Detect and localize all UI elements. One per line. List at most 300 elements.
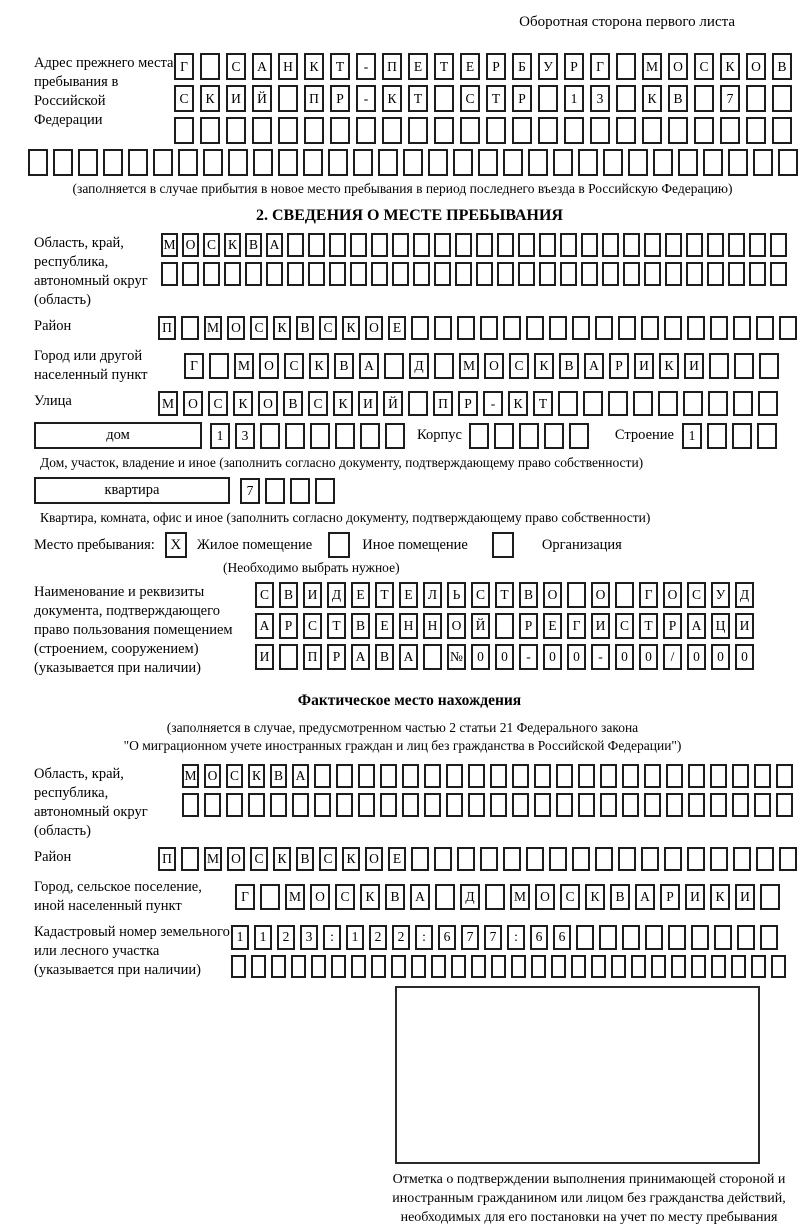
char-cell [460,117,480,144]
char-cell: С [255,582,274,608]
char-cell [292,793,309,817]
doc-label: Наименование и реквизиты документа, подтверждающего право пользования помещением (строением, сооружением) (указывается при наличии) [34,584,233,676]
char-cell [226,117,246,144]
char-cell [683,391,703,416]
char-cell: А [351,644,370,670]
char-cell [497,233,514,257]
char-cell [757,423,777,449]
char-cell: С [560,884,580,910]
char-cell [469,423,489,449]
char-cell [595,847,613,871]
char-cell: Д [327,582,346,608]
char-row [158,316,797,340]
char-cell [224,262,241,286]
char-cell [356,117,376,144]
char-cell [380,793,397,817]
char-row [255,644,754,670]
char-cell [485,884,505,910]
char-cell [391,955,406,978]
char-cell [358,793,375,817]
char-cell [591,955,606,978]
char-cell: К [508,391,528,416]
char-cell: Д [460,884,480,910]
char-cell: М [642,53,662,80]
actual-region-label: Область, край, республика, автономный округ (область) [34,766,148,839]
char-cell [733,391,753,416]
confirmation-caption: Отметка о подтверждении выполнения принимающей стороной и иностранным гражданином или лицом без гражданства действий, необходимых для его постановки на учет по месту пребывания [392,1172,786,1225]
char-cell [271,955,286,978]
char-cell [478,149,498,176]
char-cell [737,925,755,950]
char-cell [691,925,709,950]
char-cell: Г [590,53,610,80]
char-cell [733,316,751,340]
char-cell: Н [399,613,418,639]
char-cell: Д [735,582,754,608]
char-cell [734,353,754,379]
char-cell [665,233,682,257]
char-cell: 7 [461,925,479,950]
char-cell [279,644,298,670]
char-cell [480,847,498,871]
char-cell [666,764,683,788]
char-cell [434,233,451,257]
char-cell [615,582,634,608]
char-cell [434,117,454,144]
char-cell: 1 [210,423,230,449]
char-cell [759,353,779,379]
char-cell: 1 [346,925,364,950]
char-cell [512,764,529,788]
char-cell [707,262,724,286]
char-row [210,423,405,449]
char-cell: П [158,316,176,340]
char-cell [252,117,272,144]
char-cell [253,149,273,176]
char-cell [174,117,194,144]
char-cell: В [519,582,538,608]
char-cell [628,149,648,176]
char-cell [434,847,452,871]
char-cell: 2 [392,925,410,950]
char-cell [476,262,493,286]
char-cell: О [365,316,383,340]
apartment-caption: Квартира, комната, офис и иное (заполнить согласно документу, подтверждающему право собственности) [40,510,651,525]
char-cell: К [710,884,730,910]
char-cell: А [687,613,706,639]
char-cell [511,955,526,978]
char-cell [653,149,673,176]
char-cell: 1 [564,85,584,112]
char-cell: С [174,85,194,112]
char-cell: К [342,847,360,871]
char-cell [512,117,532,144]
char-cell: Г [567,613,586,639]
char-cell [779,316,797,340]
char-cell: Т [375,582,394,608]
char-cell [668,925,686,950]
char-cell: Н [278,53,298,80]
char-cell [251,955,266,978]
char-cell: 0 [711,644,730,670]
char-cell [622,793,639,817]
char-cell [435,884,455,910]
char-cell [371,955,386,978]
char-cell [544,423,564,449]
char-cell [350,233,367,257]
char-cell: О [258,391,278,416]
char-row [682,423,777,449]
char-row [240,478,335,504]
char-cell [711,955,726,978]
char-cell: А [255,613,274,639]
char-cell [641,316,659,340]
char-cell: 3 [590,85,610,112]
char-cell: С [250,316,268,340]
char-cell [665,262,682,286]
char-cell: : [323,925,341,950]
char-cell [260,884,280,910]
char-cell: Р [663,613,682,639]
char-cell [538,117,558,144]
char-cell: А [266,233,283,257]
char-cell [553,149,573,176]
char-cell [631,955,646,978]
house-caption: Дом, участок, владение и иное (заполнить согласно документу, подтверждающему право собственности) [40,455,644,470]
char-cell [392,233,409,257]
char-cell [564,117,584,144]
char-cell [495,613,514,639]
char-cell [512,793,529,817]
char-cell [226,793,243,817]
char-cell: Р [660,884,680,910]
char-cell: Г [235,884,255,910]
char-cell: Т [533,391,553,416]
char-cell [616,85,636,112]
char-cell [413,233,430,257]
char-cell: М [161,233,178,257]
char-cell: И [303,582,322,608]
char-cell: Е [388,316,406,340]
char-cell [503,316,521,340]
char-cell [491,955,506,978]
char-row [231,955,786,978]
stay-type-note: (Необходимо выбрать нужное) [223,560,400,575]
char-cell [549,847,567,871]
char-cell [714,925,732,950]
char-cell [707,423,727,449]
char-cell: М [459,353,479,379]
char-cell [539,233,556,257]
char-cell: Г [639,582,658,608]
char-cell [424,764,441,788]
char-cell: Е [460,53,480,80]
char-cell [265,478,285,504]
char-cell: К [342,316,360,340]
char-cell [776,793,793,817]
char-cell: У [538,53,558,80]
char-cell [686,233,703,257]
char-cell [600,793,617,817]
char-cell: Й [383,391,403,416]
char-cell [642,117,662,144]
char-cell [209,353,229,379]
char-cell: 6 [530,925,548,950]
char-cell: К [659,353,679,379]
char-cell: Е [408,53,428,80]
char-cell [770,233,787,257]
char-cell [560,233,577,257]
char-cell [644,233,661,257]
char-cell: С [308,391,328,416]
char-cell [411,316,429,340]
region-rows [161,233,787,286]
char-cell [350,262,367,286]
char-cell [709,353,729,379]
char-cell: В [772,53,792,80]
char-cell [556,793,573,817]
char-cell: К [233,391,253,416]
char-cell: К [200,85,220,112]
char-cell [583,391,603,416]
char-cell: В [270,764,287,788]
char-cell: 0 [615,644,634,670]
char-cell [578,764,595,788]
char-cell [602,262,619,286]
char-cell: - [591,644,610,670]
char-cell [287,262,304,286]
char-cell [411,955,426,978]
char-cell: П [433,391,453,416]
char-cell [353,149,373,176]
char-cell [710,764,727,788]
char-cell [688,793,705,817]
char-cell: В [351,613,370,639]
char-cell: Т [639,613,658,639]
char-cell [490,793,507,817]
street-label: Улица [34,393,72,409]
actual-location-caption-1: (заполняется в случае, предусмотренном частью 2 статьи 21 Федерального закона [166,720,639,735]
city-label: Город или другой населенный пункт [34,348,148,383]
char-cell: Р [609,353,629,379]
cadastral-label: Кадастровый номер земельного или лесного участка (указывается при наличии) [34,924,230,978]
char-cell: О [182,233,199,257]
char-cell [776,764,793,788]
char-cell [287,233,304,257]
char-cell [600,764,617,788]
char-cell: О [535,884,555,910]
char-cell [248,793,265,817]
char-cell: Й [471,613,490,639]
char-cell [413,262,430,286]
char-cell [384,353,404,379]
char-cell: П [304,85,324,112]
char-cell [746,85,766,112]
char-cell [733,847,751,871]
char-cell: К [642,85,662,112]
char-cell [423,644,442,670]
char-cell: И [684,353,704,379]
char-cell: 6 [553,925,571,950]
char-cell: В [279,582,298,608]
char-cell: : [507,925,525,950]
char-cell: О [543,582,562,608]
char-cell: К [360,884,380,910]
char-cell: С [694,53,714,80]
char-cell [779,847,797,871]
char-cell [434,262,451,286]
char-cell [161,262,178,286]
char-cell: / [663,644,682,670]
char-cell [28,149,48,176]
char-cell: Г [184,353,204,379]
char-cell: К [534,353,554,379]
doc-rows [255,582,754,670]
char-cell [291,955,306,978]
char-row [174,117,792,144]
stay-type-option-other: Иное помещение [362,536,468,553]
char-cell: С [335,884,355,910]
char-cell [402,764,419,788]
char-cell [534,793,551,817]
char-cell: 0 [567,644,586,670]
char-cell [633,391,653,416]
char-cell [446,764,463,788]
char-cell: О [310,884,330,910]
char-cell: В [668,85,688,112]
char-cell: О [591,582,610,608]
char-cell: С [471,582,490,608]
actual-district-field [34,847,795,871]
char-cell [434,316,452,340]
char-cell [308,233,325,257]
char-cell [576,925,594,950]
region-label: Область, край, республика, автономный округ (область) [34,235,148,308]
char-cell [471,955,486,978]
char-cell [551,955,566,978]
char-cell: 0 [687,644,706,670]
char-cell [608,391,628,416]
prev-address-rows [174,53,792,144]
char-cell [756,316,774,340]
char-cell: О [365,847,383,871]
char-cell: А [410,884,430,910]
char-cell: Т [330,53,350,80]
char-cell [371,233,388,257]
char-cell [688,764,705,788]
char-cell: 1 [254,925,272,950]
char-cell [578,149,598,176]
char-cell [578,793,595,817]
char-cell [770,262,787,286]
char-cell: М [204,847,222,871]
char-cell: О [227,847,245,871]
char-cell [503,847,521,871]
char-cell [480,316,498,340]
char-cell [720,117,740,144]
char-cell [644,793,661,817]
char-cell: Н [423,613,442,639]
char-row [182,793,793,817]
stay-type-option-residential: Жилое помещение [196,536,313,553]
apartment-row [34,477,795,504]
char-cell [486,117,506,144]
char-cell [758,391,778,416]
char-cell: - [483,391,503,416]
page-side-note: Оборотная сторона первого листа [519,14,735,30]
char-cell [408,117,428,144]
char-cell [645,925,663,950]
char-cell [468,764,485,788]
char-cell [411,847,429,871]
char-cell [710,793,727,817]
char-cell [778,149,798,176]
char-cell: О [204,764,221,788]
char-cell: И [685,884,705,910]
actual-region-field [34,764,795,841]
char-cell [519,423,539,449]
char-cell: 0 [639,644,658,670]
char-cell [315,478,335,504]
char-cell: - [356,53,376,80]
char-cell: Е [375,613,394,639]
cadastral-rows [231,925,786,978]
char-cell [431,955,446,978]
char-cell: И [735,613,754,639]
char-cell: С [226,764,243,788]
char-cell [651,955,666,978]
char-cell [658,391,678,416]
char-cell: М [204,316,222,340]
char-cell [664,316,682,340]
char-cell: М [510,884,530,910]
char-cell [771,955,786,978]
char-cell: 2 [369,925,387,950]
char-cell [623,262,640,286]
char-cell: И [634,353,654,379]
char-cell: Т [434,53,454,80]
char-cell [599,925,617,950]
char-cell [746,117,766,144]
district-field [34,316,795,340]
char-cell [618,316,636,340]
char-cell: В [245,233,262,257]
char-cell [707,233,724,257]
char-cell [385,423,405,449]
char-cell [526,316,544,340]
char-cell [408,391,428,416]
char-cell: С [250,847,268,871]
char-cell [622,925,640,950]
char-cell: В [610,884,630,910]
char-cell [549,316,567,340]
char-cell: А [292,764,309,788]
char-row [161,262,787,286]
char-cell: И [226,85,246,112]
char-cell [231,955,246,978]
char-cell: 0 [543,644,562,670]
char-cell: Р [458,391,478,416]
char-cell [290,478,310,504]
char-cell [451,955,466,978]
prev-address-caption: (заполняется в случае прибытия в новое место пребывания в период последнего въезда в Российскую Федерацию) [72,181,733,196]
char-cell [691,955,706,978]
char-cell [760,925,778,950]
char-cell [270,793,287,817]
char-cell [678,149,698,176]
char-cell: С [615,613,634,639]
char-cell: К [585,884,605,910]
